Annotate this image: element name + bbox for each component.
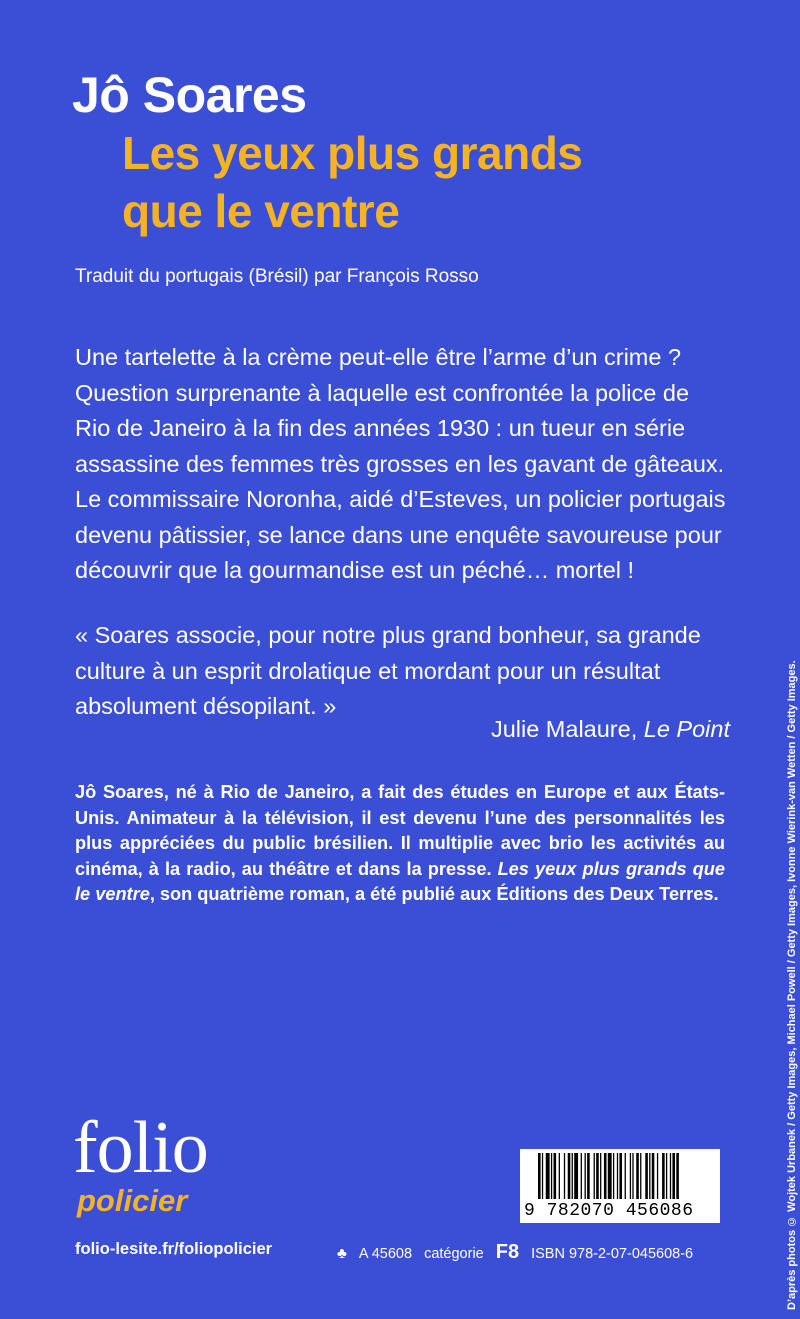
bio-text-1: Jô Soares, né à Rio de Janeiro, a fait des études en Europe et aux États-Unis. Animateur à la télévision, il est devenu l’une des personnalités les plus appréciées du public brésilien. Il multiplie avec brio les activités au cinéma, à la radio, au théâtre et dans la presse. [75,782,725,879]
quote-source: Le Point [643,716,730,742]
author-name: Jô Soares [72,67,307,123]
barcode-bar [672,1153,675,1199]
title-line-2: que le ventre [122,185,400,237]
barcode-bars [524,1153,716,1199]
barcode-bar [554,1153,557,1199]
footer-info [337,1241,705,1264]
barcode-bar [587,1153,590,1199]
barcode-bar [652,1153,655,1199]
book-title [122,124,582,240]
bio-text-2: , son quatrième roman, a été publié aux Éditions des Deux Terres. [149,884,719,904]
barcode-bar [666,1153,667,1199]
barcode-bar [640,1153,641,1199]
barcode-bar [568,1153,571,1199]
barcode-bar [608,1153,612,1199]
barcode-bar [542,1153,543,1199]
policier-logo: policier [77,1183,188,1218]
barcode-bar [625,1153,626,1199]
category-code: F8 [495,1241,520,1263]
barcode-bar [594,1153,595,1199]
barcode-bar [613,1153,614,1199]
barcode-bar [630,1153,631,1199]
folio-logo: folio [73,1107,208,1189]
barcode-digits: 9 782070 456086 [524,1201,694,1221]
barcode-bar [617,1153,618,1199]
photo-credit: D’après photos © Wojtek Urbanek / Getty Images, Michael Powell / Getty Images, Ivonne Wierink-van Wetten / Getty Images. [786,660,798,1310]
barcode [520,1149,720,1223]
barcode-bar [572,1153,573,1199]
barcode-bar [596,1153,599,1199]
barcode-bar [619,1153,622,1199]
barcode-bar [585,1153,586,1199]
barcode-bar [564,1153,565,1199]
press-quote: « Soares associe, pour notre plus grand bonheur, sa grande culture à un esprit drolatique et mordant pour un résultat absolument désopilant. » [75,622,701,719]
author-bio [75,780,725,908]
barcode-bar [574,1153,578,1199]
title-line-1: Les yeux plus grands [122,127,583,179]
barcode-bar [670,1153,671,1199]
isbn: ISBN 978-2-07-045608-6 [531,1246,694,1262]
barcode-bar [657,1153,658,1199]
barcode-bar [551,1153,552,1199]
publisher-emblem-icon: ♣ [337,1245,347,1262]
category-label: catégorie [424,1246,484,1262]
barcode-bar [581,1153,582,1199]
bio-book-title: Les yeux plus grands que le ventre [75,858,725,904]
website-link[interactable]: folio-lesite.fr/foliopolicier [75,1240,273,1258]
translator-credit: Traduit du portugais (Brésil) par François Rosso [75,266,479,287]
summary-paragraph: Une tartelette à la crème peut-elle être l’arme d’un crime ? Question surprenante à laquelle est confrontée la police de Rio de Janeiro à la fin des années 1930 : un tueur en série assassine des femmes très grosses en les gavant de gâteaux. Le commissaire Noronha, aidé d’Esteves, un policier portugais devenu pâtissier, se lance dans une enquête savoureuse pour découvrir que la gourmandise est un péché… mortel ! [75,344,726,583]
barcode-bar [604,1153,607,1199]
barcode-bar [645,1153,648,1199]
barcode-bar [559,1153,560,1199]
quote-author: Julie Malaure, [490,716,644,742]
barcode-bar [546,1153,550,1199]
barcode-bar [676,1153,679,1199]
barcode-bar [600,1153,601,1199]
barcode-bar [636,1153,639,1199]
barcode-bar [662,1153,665,1199]
quote-attribution [491,712,730,748]
barcode-bar [632,1153,633,1199]
barcode-bar [649,1153,650,1199]
product-code: A 45608 [358,1246,413,1262]
barcode-bar [538,1153,541,1199]
